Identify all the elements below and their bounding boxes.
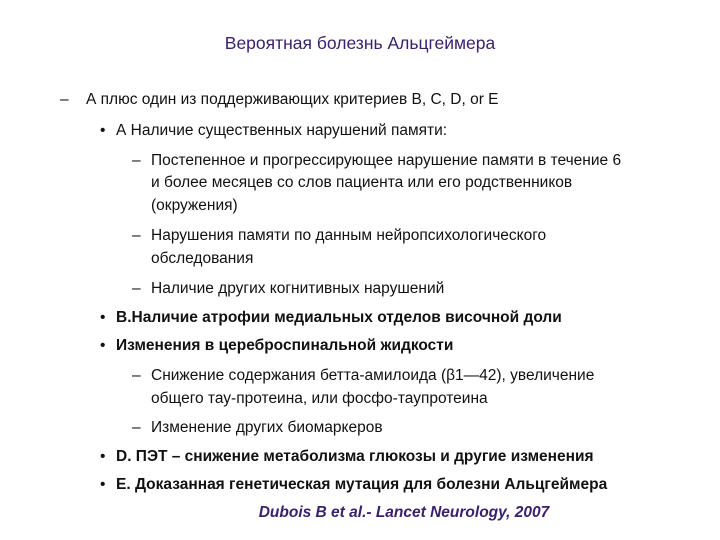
dash-marker: – xyxy=(60,91,69,108)
dash-marker: – xyxy=(132,419,141,436)
dash-marker: – xyxy=(132,227,141,244)
citation: Dubois B et al.- Lancet Neurology, 2007 xyxy=(258,504,550,521)
dash-marker: – xyxy=(132,152,141,169)
criterion-c: Изменения в цереброспинальной жидкости xyxy=(116,337,454,354)
criterion-c-sub1-line1: Снижение содержания бетта-амилоида (β1—42), увеличение xyxy=(151,367,595,384)
criterion-a-sub1-line3: (окружения) xyxy=(151,197,238,214)
dash-marker: – xyxy=(132,367,141,384)
bullet-marker: • xyxy=(100,122,106,139)
bullet-marker: • xyxy=(100,476,106,493)
criterion-d: D. ПЭТ – снижение метаболизма глюкозы и другие изменения xyxy=(116,448,594,465)
criterion-e: E. Доказанная генетическая мутация для болезни Альцгеймера xyxy=(116,476,608,493)
criterion-a-sub2-line1: Нарушения памяти по данным нейропсихологического xyxy=(151,227,547,244)
criterion-c-sub2: Изменение других биомаркеров xyxy=(151,419,383,436)
criterion-a-sub2-line2: обследования xyxy=(151,250,254,267)
bullet-marker: • xyxy=(100,448,106,465)
criterion-c-sub1-line2: общего тау-протеина, или фосфо-таупротеина xyxy=(151,390,488,407)
slide-title: Вероятная болезнь Альцгеймера xyxy=(224,33,496,53)
criterion-a-sub1-line2: и более месяцев со слов пациента или его родственников xyxy=(151,174,573,191)
criterion-a-sub3: Наличие других когнитивных нарушений xyxy=(151,280,445,297)
dash-marker: – xyxy=(132,280,141,297)
bullet-marker: • xyxy=(100,309,106,326)
criterion-b: B.Наличие атрофии медиальных отделов височной доли xyxy=(116,309,562,326)
bullet-marker: • xyxy=(100,337,106,354)
main-point: А плюс один из поддерживающих критериев B, C, D, or E xyxy=(86,91,499,108)
criterion-a-sub1-line1: Постепенное и прогрессирующее нарушение памяти в течение 6 xyxy=(151,152,622,169)
criterion-a: А Наличие существенных нарушений памяти: xyxy=(116,122,448,139)
